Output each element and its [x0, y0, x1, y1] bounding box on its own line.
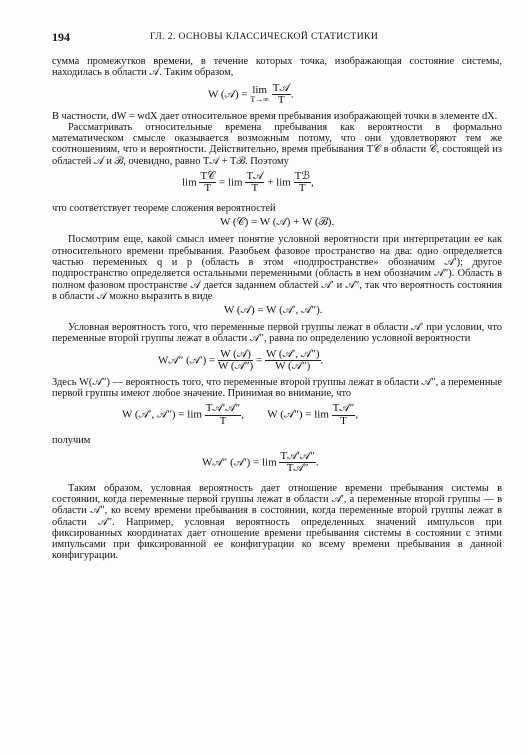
page-header: [52, 30, 502, 46]
formula-1: W (𝒜) = lim T→∞ $\frac{\text{T𝒜}}{T}$ .: [208, 81, 294, 106]
formula-3: W (𝒞) = W (𝒜) + W (ℬ).: [220, 216, 335, 229]
paragraph-6: Условная вероятность того, что переменные первой группы лежат в области 𝒜′ при условии, что переменные второй группы лежат в области 𝒜″, равна по определению условной вероятности: [52, 322, 502, 345]
page-number: 194: [52, 30, 70, 44]
formula-6: W (𝒜′, 𝒜″) = lim $\frac{\text{T𝒜′𝒜″}}{T}$ , W (𝒜″) = lim $\frac{\text{T𝒜″}}{T}$ ,: [122, 402, 359, 427]
paragraph-3: Рассматривать относительные времена пребывания как вероятности в формально математическом смысле оказывается возможным потому, что они удовлетворяют тем же соотношениям, что и вероятности. Действительно, время пребывания T𝒞 в области 𝒞, состоящей из областей 𝒜 и ℬ, очевидно, равно T𝒜 + Tℬ. Поэтому: [52, 121, 502, 167]
paragraph-5: Посмотрим еще, какой смысл имеет понятие условной вероятности при интерпретации ее как относительного времени пребывания. Разобьем фазовое пространство на два: одно определяется частью переменных q и p (область в этом «подпространстве» обозначим 𝒜′); другое подпространство определяется остальными переменными (область в нем обозначим 𝒜″). Область в полном фазовом пространстве 𝒜 дается заданием областей 𝒜′ и 𝒜″, так что вероятность состояния в области 𝒜 можно выразить в виде: [52, 234, 502, 302]
formula-4: W (𝒜) = W (𝒜′, 𝒜″).: [224, 304, 323, 317]
formula-2: lim $\frac{\text{T𝒞}}{T}$ = lim $\frac{\text{T𝒜}}{T}$ + lim $\frac{\text{Tℬ}}{T}$ ,: [182, 170, 314, 195]
formula-7: W𝒜″ (𝒜′) = lim $\frac{\text{T𝒜′𝒜″}}{\text{T𝒜″}}$ .: [202, 449, 319, 474]
paragraph-4: что соответствует теореме сложения вероятностей: [52, 203, 276, 215]
paragraph-9: Таким образом, условная вероятность дает отношение времени пребывания системы в состоянии, когда переменные первой группы лежат в области 𝒜′, а переменные второй группы — в области 𝒜″, ко всему времени пребывания в состоянии, когда переменные второй группы лежат в области 𝒜″. Например, условная вероятность определенных значений импульсов при фиксированных координатах дает отношение времени пребывания системы в состоянии с этими импульсами при фиксированной ее конфигурации ко всему времени пребывания в данной конфигурации.: [52, 482, 502, 562]
paragraph-2: В частности, dW = wdX дает относительное время пребывания изображающей точки в элементе dX.: [52, 110, 498, 122]
paragraph-8: получим: [52, 435, 91, 447]
formula-5: W𝒜″ (𝒜′) = $\frac{\text{W (𝒜)}}{\text{W (𝒜″)}}$ = $\frac{\text{W (𝒜′, 𝒜″)}}{\text{W (𝒜″)}}$ .: [158, 347, 324, 373]
paragraph-1: сумма промежутков времени, в течение которых точка, изображающая состояние системы, находилась в области 𝒜. Таким образом,: [52, 56, 502, 79]
running-title: ГЛ. 2. ОСНОВЫ КЛАССИЧЕСКОЙ СТАТИСТИКИ: [150, 31, 379, 42]
paragraph-7: Здесь W(𝒜″) — вероятность того, что переменные второй группы лежат в области 𝒜″, а переменные первой группы имеют любое значение. Принимая во внимание, что: [52, 376, 502, 400]
page-body: [52, 56, 502, 562]
